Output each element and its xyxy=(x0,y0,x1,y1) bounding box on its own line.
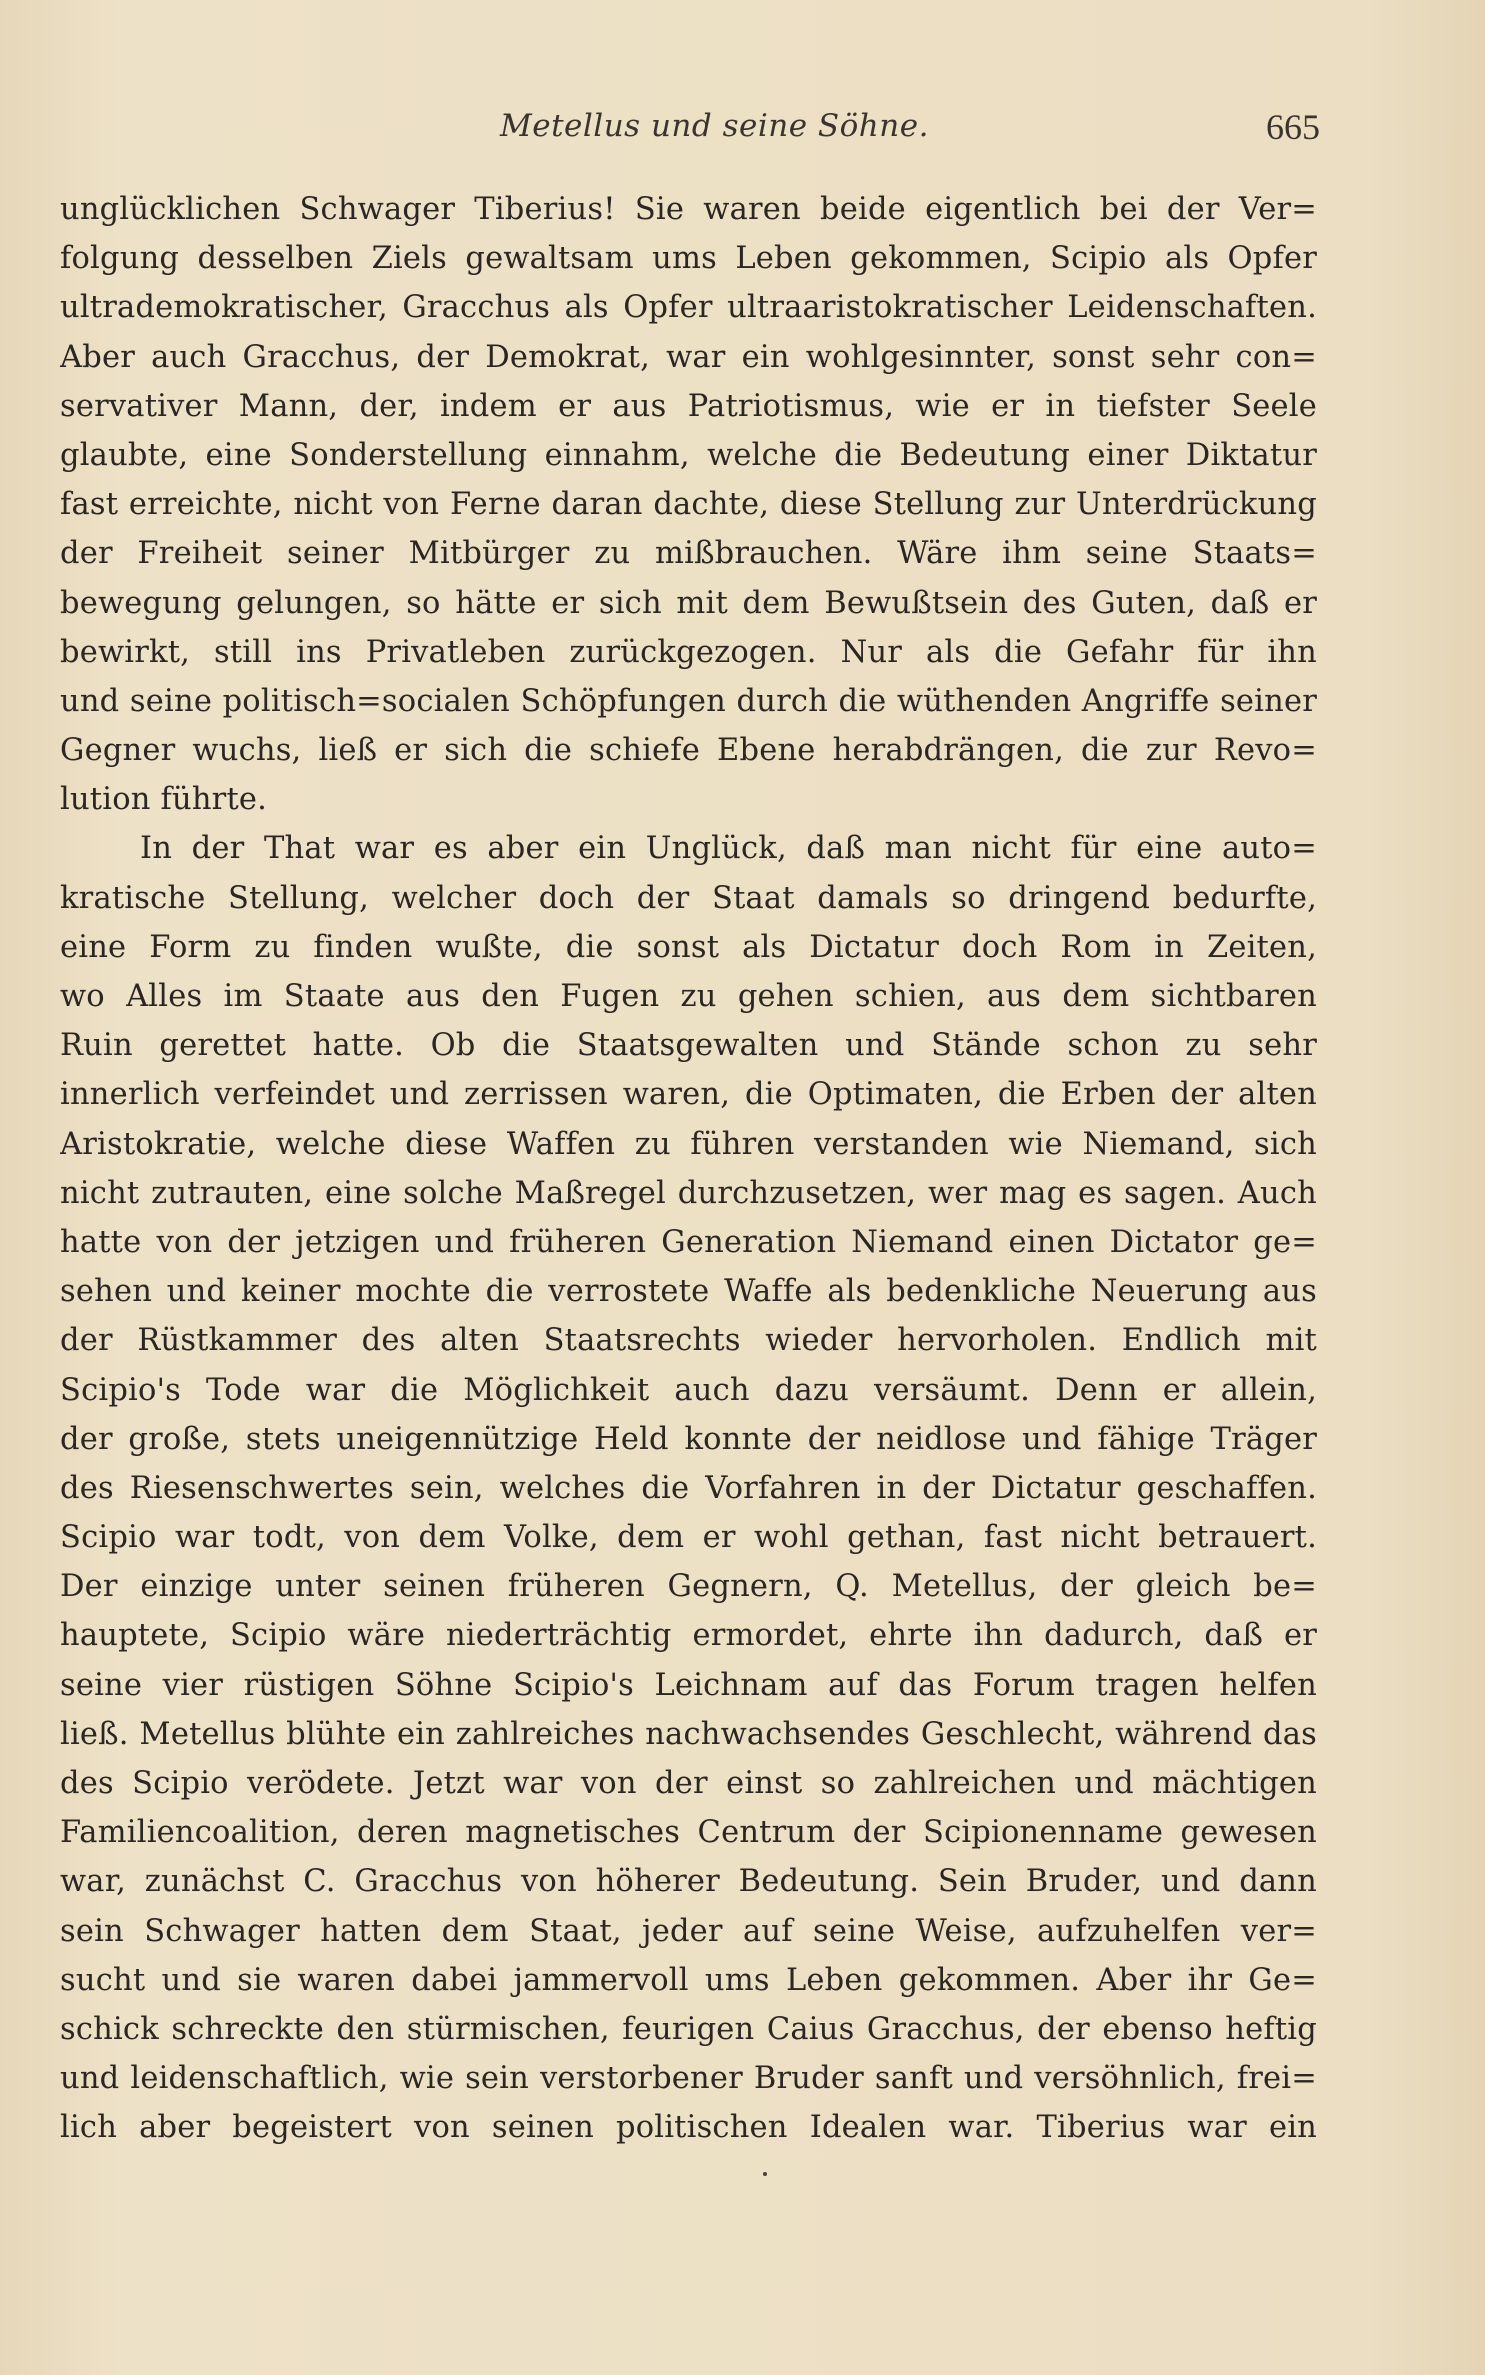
text-line: ließ. Metellus blühte ein zahlreiches nachwachsendes Geschlecht, während das xyxy=(60,1716,1317,1752)
text-line: kratische Stellung, welcher doch der Staat damals so dringend bedurfte, xyxy=(60,880,1317,916)
paper-speck xyxy=(763,2172,767,2176)
text-line: sucht und sie waren dabei jammervoll ums Leben gekommen. Aber ihr Ge= xyxy=(60,1962,1317,1998)
running-title: Metellus und seine Söhne. xyxy=(500,108,929,144)
running-head xyxy=(60,108,1320,158)
text-line: eine Form zu finden wußte, die sonst als Dictatur doch Rom in Zeiten, xyxy=(60,929,1317,965)
text-line: Der einzige unter seinen früheren Gegnern, Q. Metellus, der gleich be= xyxy=(60,1569,1317,1605)
text-line: schick schreckte den stürmischen, feurigen Caius Gracchus, der ebenso heftig xyxy=(60,2011,1317,2047)
text-line: innerlich verfeindet und zerrissen waren, die Optimaten, die Erben der alten xyxy=(60,1077,1317,1113)
text-line: bewirkt, still ins Privatleben zurückgezogen. Nur als die Gefahr für ihn xyxy=(60,634,1317,670)
text-line: sehen und keiner mochte die verrostete Waffe als bedenkliche Neuerung aus xyxy=(60,1274,1317,1310)
paragraph-start-line: In der That war es aber ein Unglück, daß man nicht für eine auto= xyxy=(140,831,1317,867)
text-line: des Riesenschwertes sein, welches die Vorfahren in der Dictatur geschaffen. xyxy=(60,1470,1317,1506)
text-line: Scipio's Tode war die Möglichkeit auch dazu versäumt. Denn er allein, xyxy=(60,1372,1317,1408)
text-line: war, zunächst C. Gracchus von höherer Bedeutung. Sein Bruder, und dann xyxy=(60,1864,1317,1900)
page-number: 665 xyxy=(1266,107,1320,147)
text-line: folgung desselben Ziels gewaltsam ums Leben gekommen, Scipio als Opfer xyxy=(60,241,1317,277)
text-line: unglücklichen Schwager Tiberius! Sie waren beide eigentlich bei der Ver= xyxy=(60,192,1317,227)
text-line: ultrademokratischer, Gracchus als Opfer ultraaristokratischer Leidenschaften. xyxy=(60,290,1317,326)
text-line: und seine politisch=socialen Schöpfungen durch die wüthenden Angriffe seiner xyxy=(60,683,1317,719)
text-line: und leidenschaftlich, wie sein verstorbener Bruder sanft und versöhnlich, frei= xyxy=(60,2061,1317,2097)
text-line: Gegner wuchs, ließ er sich die schiefe Ebene herabdrängen, die zur Revo= xyxy=(60,733,1317,769)
text-line: servativer Mann, der, indem er aus Patriotismus, wie er in tiefster Seele xyxy=(60,388,1317,424)
text-line: sein Schwager hatten dem Staat, jeder auf seine Weise, aufzuhelfen ver= xyxy=(60,1913,1317,1949)
text-line: der große, stets uneigennützige Held konnte der neidlose und fähige Träger xyxy=(60,1421,1317,1457)
text-line: Aber auch Gracchus, der Demokrat, war ein wohlgesinnter, sonst sehr con= xyxy=(60,339,1317,375)
body-text xyxy=(60,185,1317,2153)
text-line: bewegung gelungen, so hätte er sich mit dem Bewußtsein des Guten, daß er xyxy=(60,585,1317,621)
text-line: hatte von der jetzigen und früheren Generation Niemand einen Dictator ge= xyxy=(60,1224,1317,1260)
text-line: nicht zutrauten, eine solche Maßregel durchzusetzen, wer mag es sagen. Auch xyxy=(60,1175,1317,1211)
text-line: der Rüstkammer des alten Staatsrechts wieder hervorholen. Endlich mit xyxy=(60,1323,1317,1359)
text-line: Familiencoalition, deren magnetisches Centrum der Scipionenname gewesen xyxy=(60,1815,1317,1851)
text-line: seine vier rüstigen Söhne Scipio's Leichnam auf das Forum tragen helfen xyxy=(60,1667,1317,1703)
text-line: lich aber begeistert von seinen politischen Idealen war. Tiberius war ein xyxy=(60,2110,1317,2146)
text-line: Scipio war todt, von dem Volke, dem er wohl gethan, fast nicht betrauert. xyxy=(60,1520,1317,1556)
text-line: fast erreichte, nicht von Ferne daran dachte, diese Stellung zur Unterdrückung xyxy=(60,487,1317,523)
text-line: hauptete, Scipio wäre niederträchtig ermordet, ehrte ihn dadurch, daß er xyxy=(60,1618,1317,1654)
text-line: der Freiheit seiner Mitbürger zu mißbrauchen. Wäre ihm seine Staats= xyxy=(60,536,1317,572)
text-line: wo Alles im Staate aus den Fugen zu gehen schien, aus dem sichtbaren xyxy=(60,979,1317,1014)
text-line: glaubte, eine Sonderstellung einnahm, welche die Bedeutung einer Diktatur xyxy=(60,437,1317,473)
paragraph-end-line: lution führte. xyxy=(60,782,268,818)
text-line: des Scipio verödete. Jetzt war von der einst so zahlreichen und mächtigen xyxy=(60,1766,1317,1801)
text-line: Ruin gerettet hatte. Ob die Staatsgewalten und Stände schon zu sehr xyxy=(60,1028,1317,1064)
text-line: Aristokratie, welche diese Waffen zu führen verstanden wie Niemand, sich xyxy=(60,1126,1317,1162)
